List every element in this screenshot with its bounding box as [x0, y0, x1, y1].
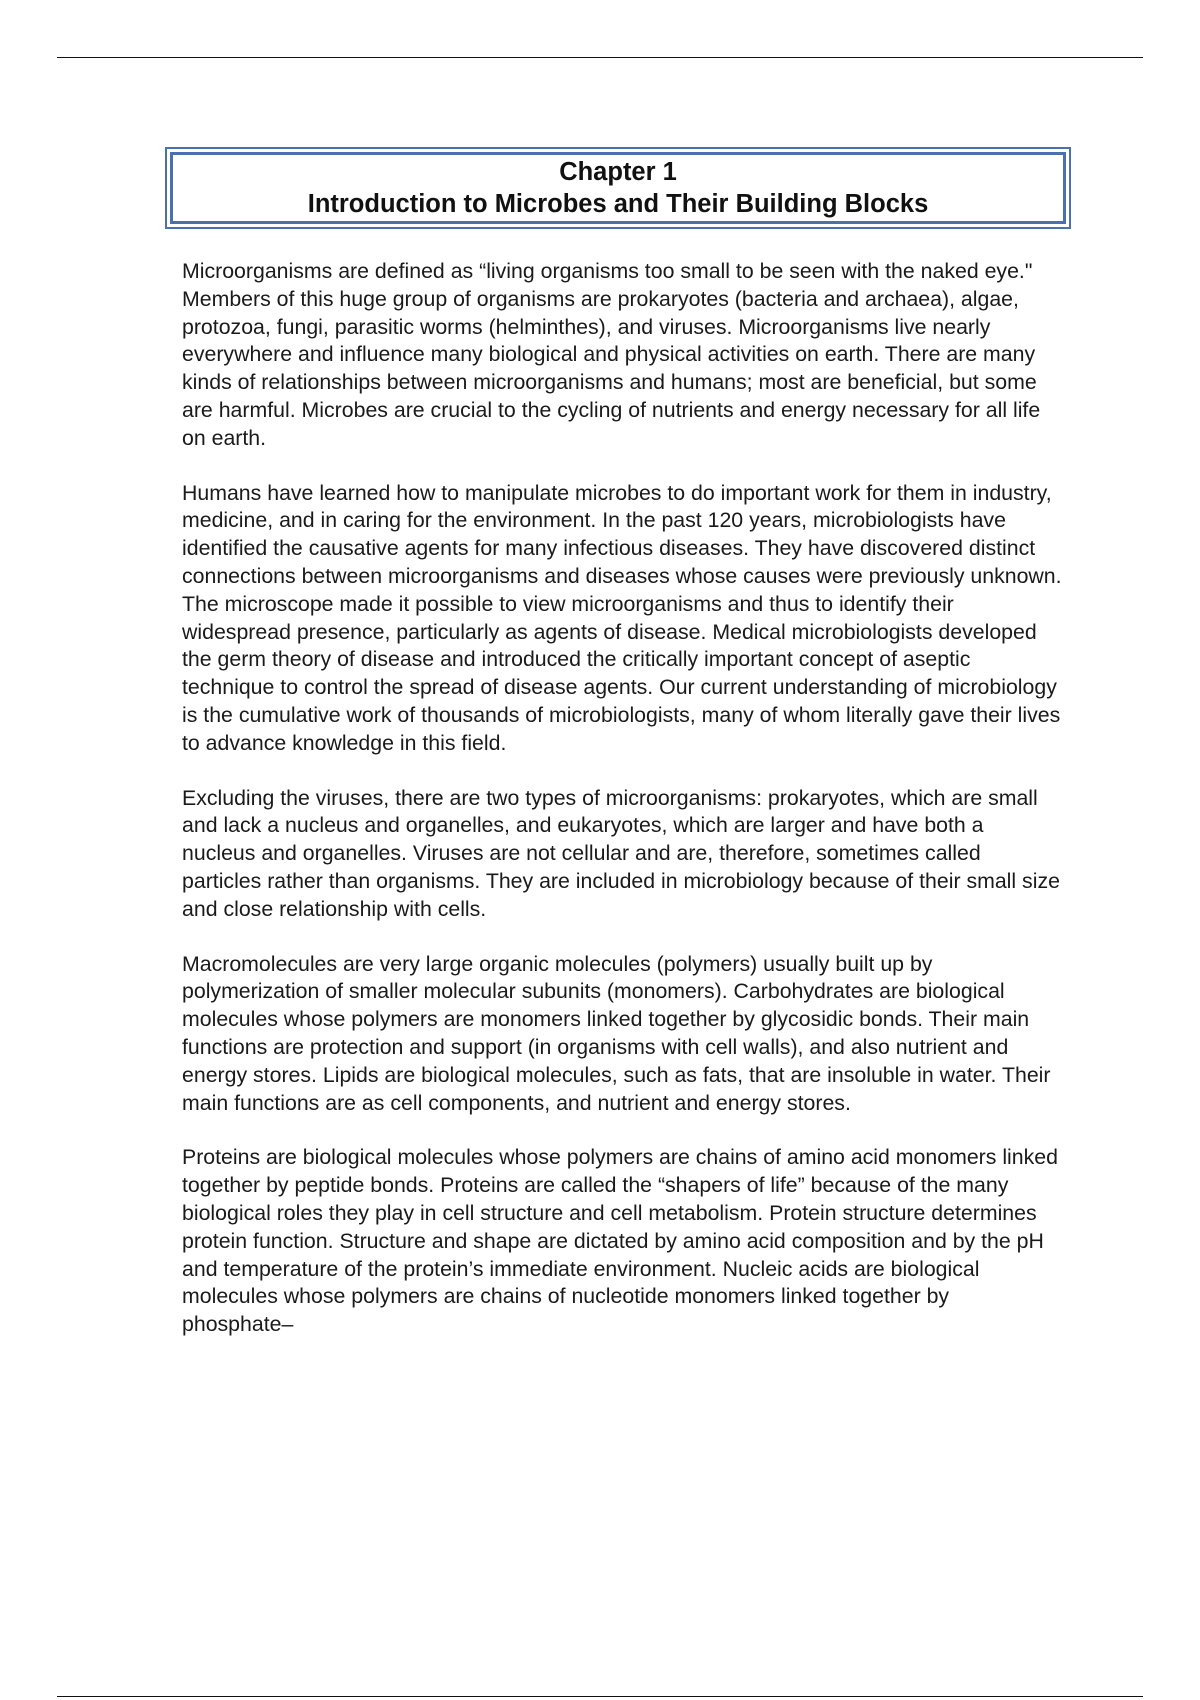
page-bottom-rule [57, 1696, 1143, 1697]
chapter-title: Introduction to Microbes and Their Building Blocks [307, 190, 929, 218]
paragraph-macromolecules: Macromolecules are very large organic molecules (polymers) usually built up by polymerization of smaller molecular subunits (monomers). Carbohydrates are biological molecules whose polymers are monomers linked together by glycosidic bonds. Their main functions are protection and support (in organisms with cell walls), and also nutrient and energy stores. Lipids are biological molecules, such as fats, that are insoluble in water. Their main functions are as cell components, and nutrient and energy stores. [182, 951, 1051, 1115]
paragraph-human-use-of-microbes: Humans have learned how to manipulate microbes to do important work for them in industry, medicine, and in caring for the environment. In the past 120 years, microbiologists have identified the causative agents for many infectious diseases. They have discovered distinct connections between microorganisms and diseases whose causes were previously unknown. The microscope made it possible to view microorganisms and thus to identify their widespread presence, particularly as agents of disease. Medical microbiologists developed the germ theory of disease and introduced the critically important concept of aseptic technique to control the spread of disease agents. Our current understanding of microbiology is the cumulative work of thousands of microbiologists, many of whom literally gave their lives to advance knowledge in this field. [182, 480, 1062, 755]
chapter-title-box-inner [170, 152, 1066, 224]
page-top-rule [57, 57, 1143, 58]
paragraph-proteins-nucleic-acids: Proteins are biological molecules whose polymers are chains of amino acid monomers linked together by peptide bonds. Proteins are called the “shapers of life” because of the many biological roles they play in cell structure and cell metabolism. Protein structure determines protein function. Structure and shape are dictated by amino acid composition and by the pH and temperature of the protein’s immediate environment. Nucleic acids are biological molecules whose polymers are chains of nucleotide monomers linked together by phosphate– [182, 1145, 1058, 1337]
paragraph-microorganisms-definition: Microorganisms are defined as “living organisms too small to be seen with the naked eye." Members of this huge group of organisms are prokaryotes (bacteria and archaea), algae, protozoa, fungi, parasitic worms (helminthes), and viruses. Microorganisms live nearly everywhere and influence many biological and physical activities on earth. There are many kinds of relationships between microorganisms and humans; most are beneficial, but some are harmful. Microbes are crucial to the cycling of nutrients and energy necessary for all life on earth. [182, 259, 1041, 450]
chapter-body [182, 258, 1062, 1366]
chapter-title-box [165, 147, 1071, 229]
chapter-label: Chapter 1 [559, 158, 677, 186]
paragraph-types-of-microorganisms: Excluding the viruses, there are two types of microorganisms: prokaryotes, which are small and lack a nucleus and organelles, and eukaryotes, which are larger and have both a nucleus and organelles. Viruses are not cellular and are, therefore, sometimes called particles rather than organisms. They are included in microbiology because of their small size and close relationship with cells. [182, 785, 1060, 921]
